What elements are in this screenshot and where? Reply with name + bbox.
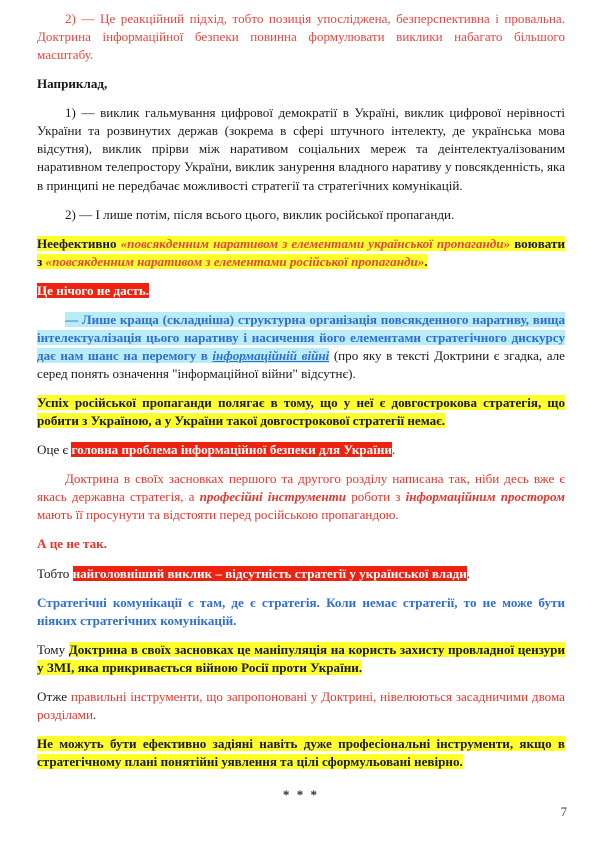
doctrine-assumptions-a: Доктрина в своїх засновках першого та другого розділу написана так, ніби десь вже є якась державна стратегія, а bbox=[37, 471, 565, 505]
paragraph-gives-nothing bbox=[37, 282, 565, 300]
ineffective-quote-ukrainian: «повсякденним наративом з елементами української пропаганди» bbox=[120, 235, 511, 251]
paragraph-text: 2) — І лише потім, після всього цього, виклик російської пропаганди. bbox=[65, 206, 455, 222]
page-number: 7 bbox=[560, 805, 567, 819]
but-not-so-text: А це не так. bbox=[37, 536, 107, 552]
paragraph-for-example bbox=[37, 75, 565, 93]
paragraph-but-not-so bbox=[37, 535, 565, 553]
propaganda-success-text: Успіх російської пропаганди полягає в тому, що у неї є довгострокова стратегія, що робити з Україною, а у України такої довгострокової стратегії немає. bbox=[37, 395, 565, 429]
ineffective-quote-russian: «повсякденним наративом з елементами російської пропаганди» bbox=[45, 253, 425, 269]
paragraph-cannot-be-effective bbox=[37, 735, 565, 771]
document-body bbox=[37, 10, 565, 803]
paragraph-reactive-approach bbox=[37, 10, 565, 64]
ineffective-lead-text: Неефективно bbox=[37, 235, 121, 251]
main-challenge-highlight: найголовніший виклик – відсутність стратегії у української влади bbox=[72, 565, 467, 581]
paragraph-challenge-two bbox=[37, 206, 565, 224]
doctrine-assumptions-e: мають її просунути та відстояти перед російською пропагандою. bbox=[37, 507, 399, 523]
main-problem-highlight: головна проблема інформаційної безпеки для України bbox=[71, 442, 392, 458]
paragraph-main-challenge bbox=[37, 565, 565, 583]
gives-nothing-highlight: Це нічого не дасть. bbox=[37, 282, 150, 298]
information-space-emphasis: інформаційним простором bbox=[405, 489, 565, 505]
main-problem-lead: Оце є bbox=[37, 442, 72, 458]
section-separator: * * * bbox=[282, 787, 320, 803]
main-challenge-lead: Тобто bbox=[37, 565, 73, 581]
ineffective-mid-text: воювати з bbox=[37, 235, 565, 269]
main-challenge-end: . bbox=[466, 565, 471, 581]
paragraph-manipulation bbox=[37, 641, 565, 677]
correct-tools-lead: Отже bbox=[37, 688, 71, 704]
ineffective-end-text: . bbox=[424, 253, 428, 269]
paragraph-ineffective-highlight bbox=[37, 235, 565, 271]
doctrine-assumptions-c: роботи з bbox=[346, 489, 406, 505]
better-organization-text: — Лише краща (складніша) структурна організація повсякденного наративу, вища інтелектуалізація цього наративу і насичення його елементами стратегічного дискурсу дає нам шанс на перемогу в bbox=[37, 311, 565, 363]
correct-tools-red: правильні інструменти, що запропоновані у Доктрині, нівелюються засадничими двома розділами bbox=[37, 688, 565, 722]
strategic-communications-text: Стратегічні комунікації є там, де є стратегія. Коли немає стратегії, то не може бути ніяких стратегічних комунікацій. bbox=[37, 594, 565, 628]
main-problem-end: . bbox=[391, 442, 396, 458]
paragraph-text: Наприклад, bbox=[37, 76, 108, 92]
cannot-be-effective-highlight: Не можуть бути ефективно задіяні навіть дуже професіональні інструменти, якщо в стратегічному плані понятійні уявлення та цілі сформульовані невірно. bbox=[37, 735, 565, 769]
information-war-emphasis: інформаційній війні bbox=[212, 347, 330, 363]
paragraph-russian-propaganda-success bbox=[37, 394, 565, 430]
paragraph-correct-tools bbox=[37, 688, 565, 724]
manipulation-highlight: Доктрина в своїх засновках це маніпуляція на користь захисту провладної цензури у ЗМІ, яка прикривається війною Росії проти України. bbox=[37, 641, 565, 675]
manipulation-lead: Тому bbox=[37, 641, 69, 657]
correct-tools-end: . bbox=[92, 706, 97, 722]
paragraph-challenge-one bbox=[37, 104, 565, 194]
paragraph-text: 1) — виклик гальмування цифрової демократії в Україні, виклик цифрової нерівності України та розвинутих держав (зокрема в сфері штучного інтелекту, де українська мова відсутня), виклик прірви між наративом соціальних мереж та деінтелектуалізованим наративном телепростору України, виклик занурення владного наративу у повсякденність, яка в принципі не передбачає можливості стратегії та стратегічних комунікацій. bbox=[37, 105, 565, 193]
information-war-note: (про яку в тексті Доктрини є згадка, але серед понять означення "інформаційної війни" відсутнє). bbox=[37, 347, 565, 381]
paragraph-better-organization bbox=[37, 311, 565, 383]
professional-tools-emphasis: професійні інструменти bbox=[199, 489, 347, 505]
paragraph-main-problem bbox=[37, 441, 565, 459]
paragraph-text: 2) — Це реакційний підхід, тобто позиція упосліджена, безперспективна і провальна. Доктрина інформаційної безпеки повинна формулювати виклики набагато більшого масштабу. bbox=[37, 11, 565, 63]
paragraph-strategic-communications bbox=[37, 594, 565, 630]
paragraph-doctrine-assumptions bbox=[37, 470, 565, 524]
